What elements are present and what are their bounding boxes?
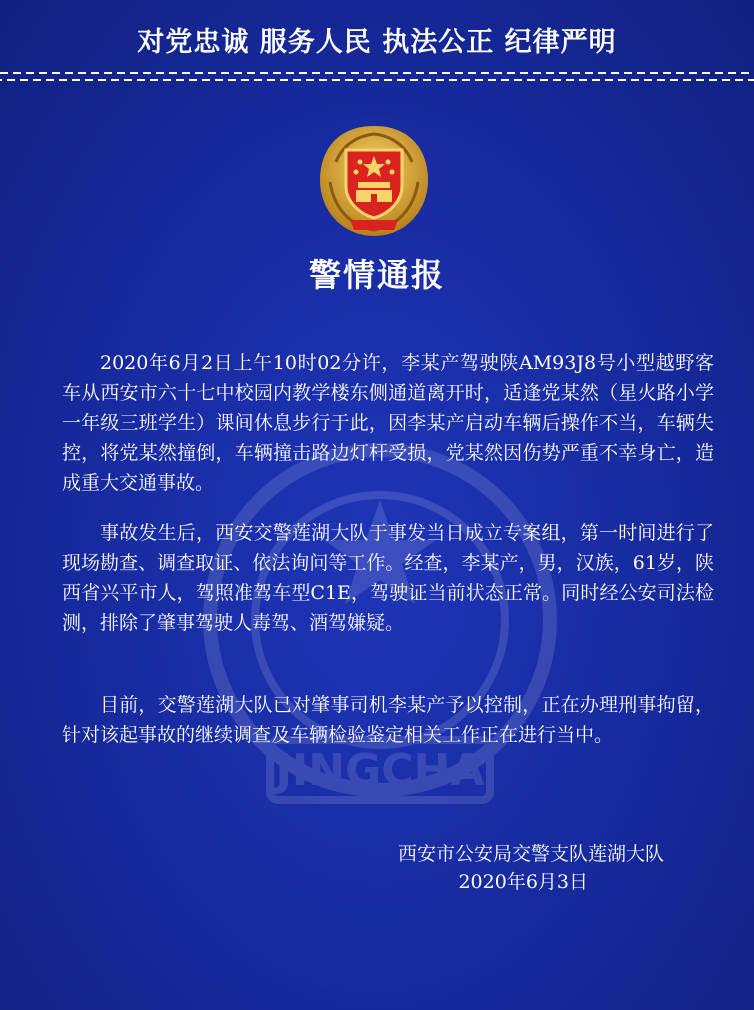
notice-title: 警情通报: [308, 256, 445, 294]
signature-organization: 西安市公安局交警支队莲湖大队: [397, 843, 664, 865]
paragraph-incident: 2020年6月2日上午10时02分许，李某产驾驶陕AM93J8号小型越野客车从西安市六十七中校园内教学楼东侧通道离开时，适逢党某然（星火路小学一年级三班学生）课间休息步行于此，因李某产启动车辆后操作不当，车辆失控，将党某然撞倒，车辆撞击路边灯杆受损，党某然因伤势严重不幸身亡，造成重大交通事故。: [62, 352, 714, 494]
watermark-emblem-icon: [150, 440, 610, 870]
paragraph-investigation: 事故发生后，西安交警莲湖大队于事发当日成立专案组，第一时间进行了现场勘查、调查取证、依法询问等工作。经查，李某产，男，汉族，61岁，陕西省兴平市人，驾照准驾车型C1E，驾驶证当前状态正常。同时经公安司法检测，排除了肇事驾驶人毒驾、酒驾嫌疑。: [62, 522, 714, 634]
police-emblem-icon: [316, 122, 432, 240]
watermark-text: JINGCHA: [275, 745, 485, 796]
divider-line: [0, 70, 754, 84]
slogan-header: 对党忠诚 服务人民 执法公正 纪律严明: [137, 27, 617, 58]
paragraph-current-status: 目前，交警莲湖大队已对肇事司机李某产予以控制，正在办理刑事拘留，针对该起事故的继续调查及车辆检验鉴定相关工作正在进行当中。: [62, 694, 714, 746]
signature-date: 2020年6月3日: [458, 871, 588, 893]
